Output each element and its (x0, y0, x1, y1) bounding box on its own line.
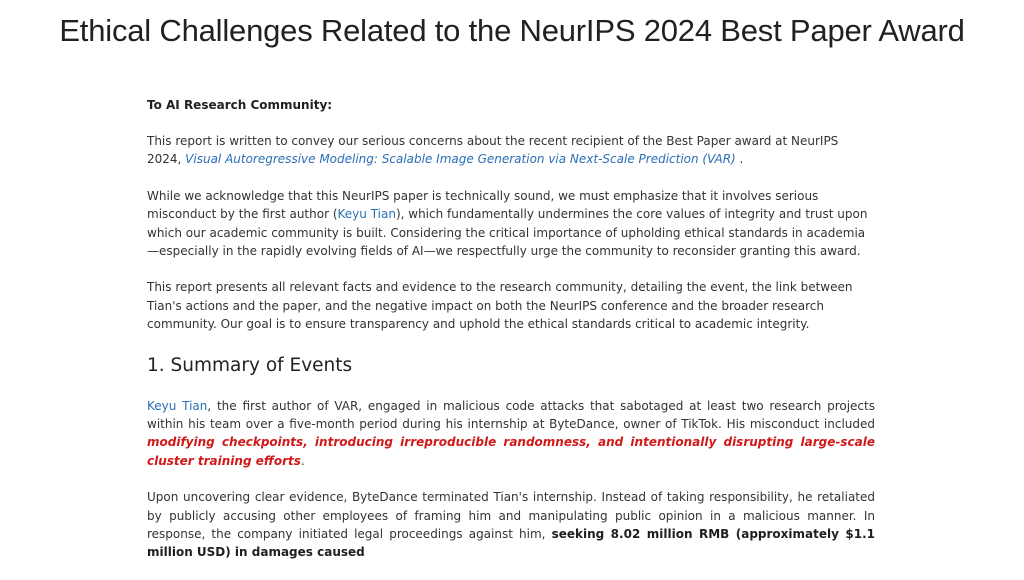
response-paragraph (147, 488, 875, 561)
letter-content (147, 96, 875, 580)
intro-text: This report is written to convey our serious concerns about the recent recipient of the Best Paper award at NeurIPS 2024, (147, 134, 839, 167)
response-text: Upon uncovering clear evidence, ByteDance terminated Tian's internship. Instead of taking responsibility, he retaliated by publicly accusing other employees of framing him and manipulating public opinion in a malicious manner. In response, the company initiated legal proceedings against him, (147, 490, 875, 541)
section-heading-summary: 1. Summary of Events (147, 355, 353, 377)
ack-text-after: ), which fundamentally undermines the core values of integrity and trust upon which our academic community is built. Considering the critical importance of upholding ethical standards in academia—especially in the rapidly evolving fields of AI—we respectfully urge the community to reconsider granting this award. (147, 207, 868, 258)
var-paper-link[interactable]: Visual Autoregressive Modeling: Scalable Image Generation via Next-Scale Prediction (VAR) (185, 152, 736, 167)
keyu-tian-link[interactable]: Keyu Tian (147, 399, 208, 414)
damages-bold-text: seeking 8.02 million RMB (approximately $1.1 million USD) in damages caused (147, 526, 876, 559)
page-title: Ethical Challenges Related to the NeurIPS 2024 Best Paper Award (59, 12, 965, 48)
acknowledgement-paragraph (147, 187, 875, 260)
report-purpose-paragraph: This report presents all relevant facts and evidence to the research community, detailing the event, the link between Tian's actions and the paper, and the negative impact on both the NeurIPS conference and the broader research community. Our goal is to ensure transparency and uphold the ethical standards critical to academic integrity. (147, 280, 853, 331)
misconduct-highlight: modifying checkpoints, introducing irreproducible randomness, and intentionally disrupting large-scale cluster training efforts (147, 435, 875, 468)
intro-end: . (735, 152, 744, 167)
keyu-tian-link[interactable]: Keyu Tian (337, 207, 396, 222)
intro-paragraph (147, 132, 875, 168)
salutation: To AI Research Community: (147, 98, 333, 112)
summary-end: . (300, 453, 305, 468)
summary-paragraph (147, 397, 875, 470)
ack-text-before: While we acknowledge that this NeurIPS paper is technically sound, we must emphasize that it involves serious misconduct by the first author ( (147, 189, 819, 222)
summary-text: , the first author of VAR, engaged in malicious code attacks that sabotaged at least two research projects within his team over a five-month period during his internship at ByteDance, owner of TikTok. His misconduct included (147, 399, 875, 432)
